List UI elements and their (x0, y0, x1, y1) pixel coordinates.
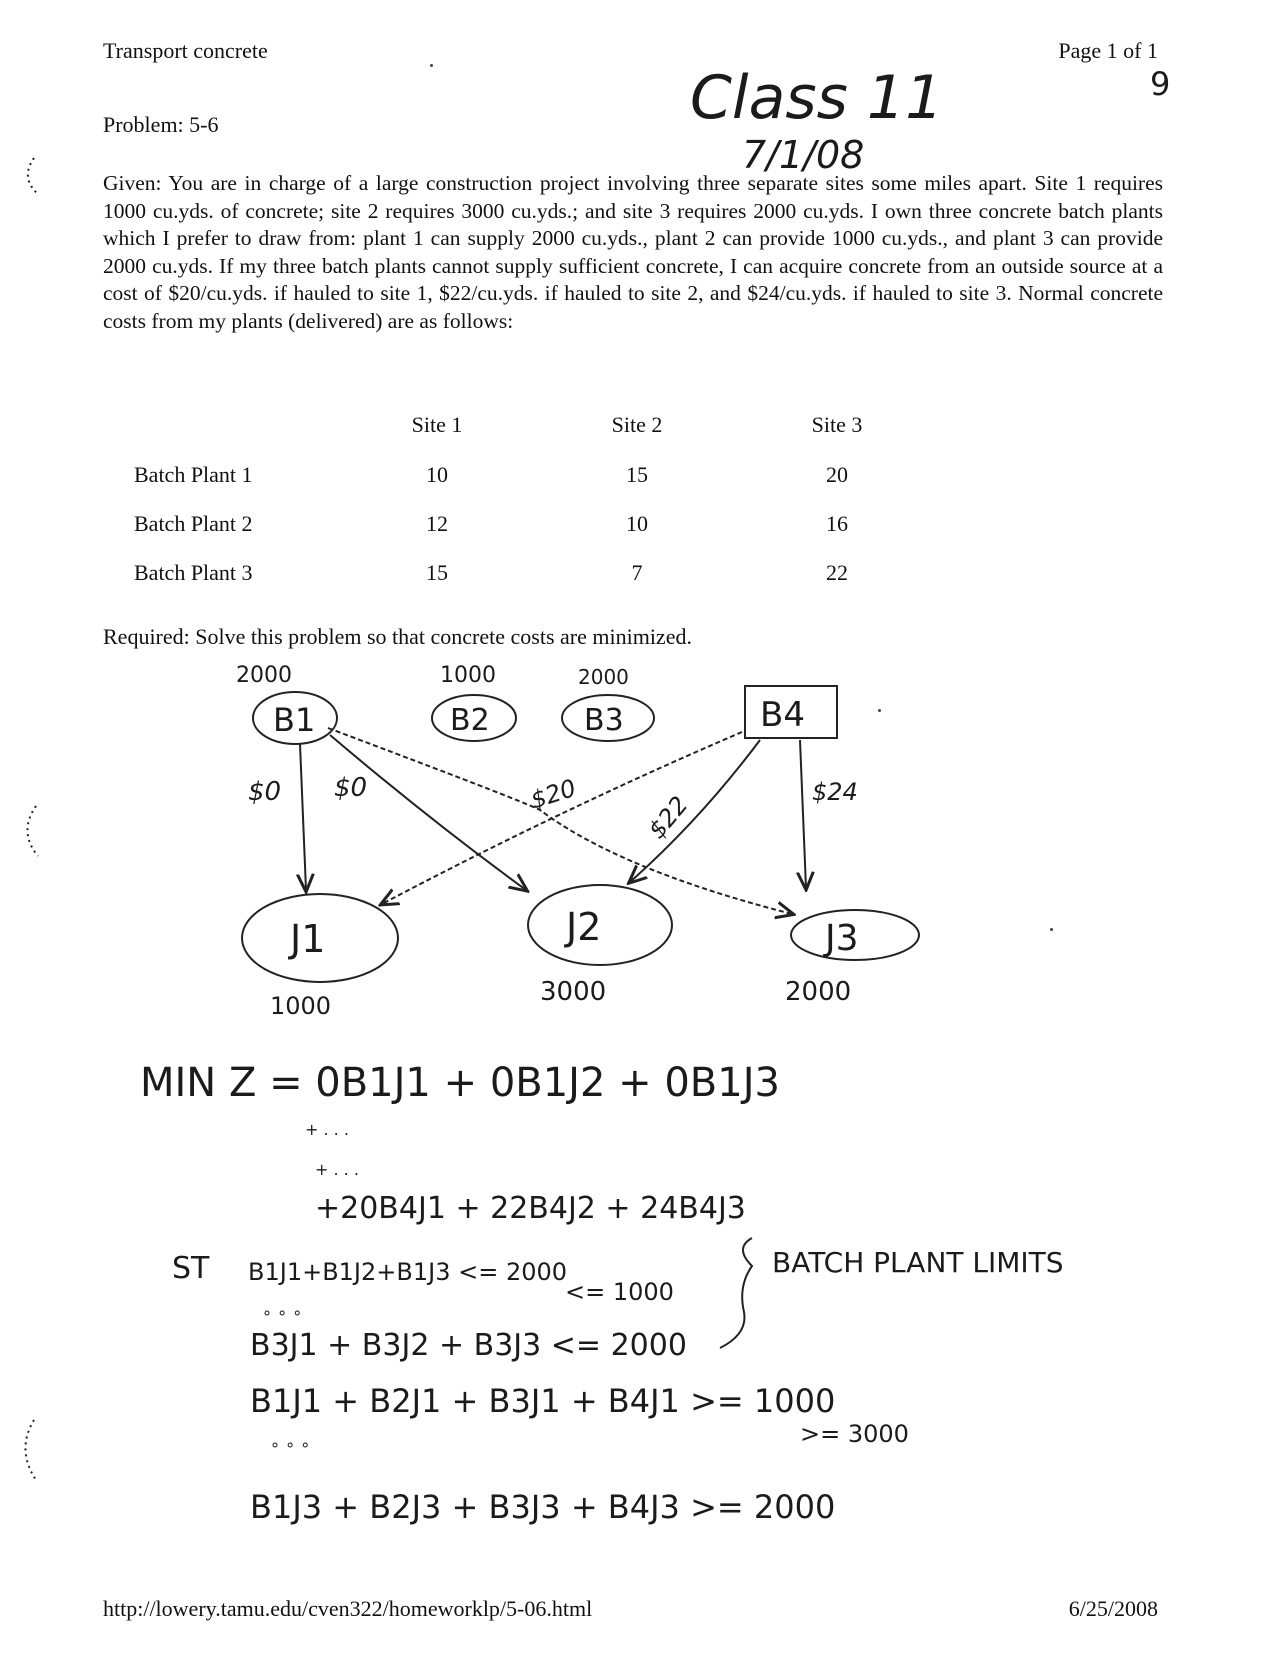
edge-b1-j3 (328, 728, 792, 914)
table-cell: 20 (826, 461, 848, 487)
b2-supply: 1000 (440, 663, 496, 688)
edge-b4-j2 (630, 740, 760, 882)
problem-label: Problem: 5-6 (103, 112, 219, 137)
j1-demand: 1000 (270, 992, 332, 1020)
table-cell: 16 (826, 510, 848, 536)
edge-b1-j1 (300, 744, 306, 890)
column-header: Site 1 (411, 412, 463, 437)
node-b1-label: B1 (273, 701, 316, 739)
edge-cost-label: $22 (642, 790, 694, 845)
class-date: 7/1/08 (742, 133, 865, 177)
node-b2-label: B2 (450, 703, 490, 738)
j2-demand: 3000 (540, 977, 607, 1007)
constraint-b2: <= 1000 (565, 1278, 674, 1306)
edge-cost-label: $0 (334, 773, 368, 803)
table-cell: 7 (631, 559, 643, 585)
objective-continuation: + . . . (305, 1120, 349, 1139)
j3-demand: 2000 (785, 977, 852, 1007)
given-paragraph: Given: You are in charge of a large construction project involving three separate sites some miles apart. Site 1 requires 1000 cu.yds. of concrete; site 2 requires 3000 cu.yds.; and site 3 requires 2000 cu.yds. I own three concrete batch plants which I prefer to draw from: plant 1 can supply 2000 cu.yds., plant 2 can provide 1000 cu.yds., and plant 3 can provide 2000 cu.yds. If my three batch plants cannot supply sufficient concrete, I can acquire concrete from an outside source at a cost of $20/cu.yds. if hauled to site 1, $22/cu.yds. if hauled to site 2, and $24/cu.yds. if hauled to site 3. Normal concrete costs from my plants (delivered) are as follows: (103, 171, 1163, 333)
constraint-b3: B3J1 + B3J2 + B3J3 <= 2000 (250, 1328, 687, 1363)
column-header: Site 2 (611, 412, 663, 437)
table-cell: 15 (426, 559, 448, 585)
row-label: Batch Plant 2 (134, 510, 253, 536)
edge-b1-j2 (330, 735, 526, 890)
batch-plant-limits-label: BATCH PLANT LIMITS (772, 1246, 1064, 1279)
row-label: Batch Plant 3 (134, 559, 253, 585)
page-number-note: 9 (1150, 65, 1171, 103)
footer-date: 6/25/2008 (1068, 1596, 1158, 1621)
table-cell: 22 (826, 559, 848, 585)
constraint-j3: B1J3 + B2J3 + B3J3 + B4J3 >= 2000 (250, 1488, 836, 1526)
edge-b4-j3 (800, 740, 806, 888)
objective-line: MIN Z = 0B1J1 + 0B1J2 + 0B1J3 (140, 1060, 780, 1106)
constraint-j2: >= 3000 (800, 1420, 909, 1448)
table-cell: 12 (426, 510, 448, 536)
column-header: Site 3 (811, 412, 863, 437)
edge-b4-j1 (382, 732, 742, 904)
required-statement: Required: Solve this problem so that concrete costs are minimized. (103, 624, 692, 649)
constraint-b1: B1J1+B1J2+B1J3 <= 2000 (248, 1258, 568, 1286)
document-title: Transport concrete (103, 38, 268, 63)
node-j2-label: J2 (566, 905, 602, 949)
edge-cost-label: $24 (812, 778, 858, 806)
node-b3-label: B3 (584, 703, 624, 738)
constraint-j1: B1J1 + B2J1 + B3J1 + B4J1 >= 1000 (250, 1382, 836, 1420)
objective-continuation: + . . . (315, 1160, 359, 1179)
node-j1-label: J1 (290, 917, 326, 961)
constraint-dots: ∘ ∘ ∘ (270, 1435, 311, 1454)
st-label: ST (172, 1251, 210, 1286)
margin-mark (28, 158, 38, 194)
table-cell: 10 (626, 510, 648, 536)
edge-cost-label: $20 (527, 773, 580, 815)
class-note: Class 11 (690, 63, 944, 133)
margin-mark (25, 1420, 36, 1480)
node-j3-label: J3 (825, 918, 859, 959)
constraint-bracket (720, 1238, 752, 1348)
page-indicator: Page 1 of 1 (1058, 38, 1158, 63)
edge-cost-label: $0 (248, 777, 282, 807)
node-b4-label: B4 (760, 695, 805, 735)
footer-url: http://lowery.tamu.edu/cven322/homeworklp/5-06.html (103, 1596, 593, 1621)
row-label: Batch Plant 1 (134, 461, 253, 487)
margin-mark (27, 806, 38, 856)
constraint-dots: ∘ ∘ ∘ (262, 1303, 303, 1322)
table-cell: 10 (426, 461, 448, 487)
table-cell: 15 (626, 461, 648, 487)
b1-supply: 2000 (236, 663, 292, 688)
objective-b4-terms: +20B4J1 + 22B4J2 + 24B4J3 (315, 1191, 746, 1226)
b3-supply: 2000 (578, 665, 629, 689)
